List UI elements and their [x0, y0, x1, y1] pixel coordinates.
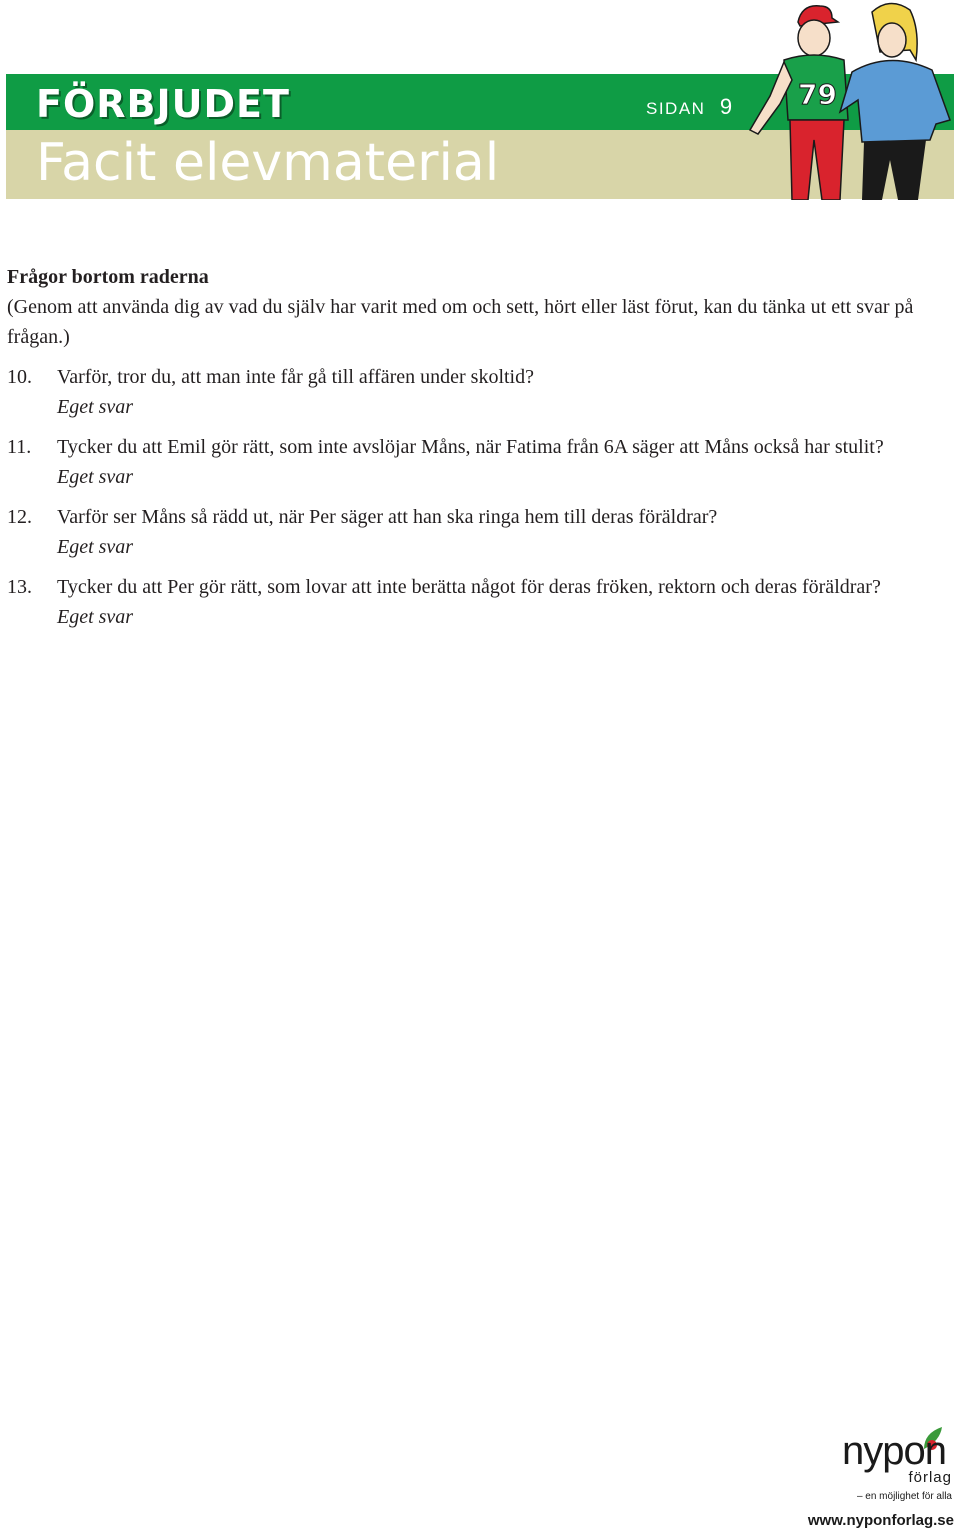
- question-number: 10.: [7, 366, 32, 388]
- page-number: [646, 94, 732, 120]
- question-item: [7, 572, 953, 632]
- kids-illustration: [740, 0, 960, 200]
- worksheet-content: [7, 262, 953, 642]
- question-text: Tycker du att Emil gör rätt, som inte avslöjar Måns, när Fatima från 6A säger att Måns också har stulit?: [57, 436, 884, 458]
- page-digit: 9: [719, 94, 733, 119]
- logo-name: nypon: [842, 1429, 946, 1473]
- question-answer: Eget svar: [57, 606, 134, 628]
- page-title: Facit elevmaterial: [36, 133, 500, 193]
- page-label: SIDAN: [646, 99, 706, 118]
- question-text: Varför, tror du, att man inte får gå till affären under skoltid?: [57, 366, 534, 388]
- question-item: [7, 502, 953, 562]
- logo-sub: förlag: [908, 1469, 952, 1486]
- question-item: [7, 362, 953, 422]
- question-number: 11.: [7, 436, 32, 458]
- question-list: [7, 362, 953, 632]
- question-item: [7, 432, 953, 492]
- question-number: 12.: [7, 506, 32, 528]
- question-answer: Eget svar: [57, 396, 134, 418]
- jersey-number: 79: [798, 78, 837, 111]
- section-intro: (Genom att använda dig av vad du själv har varit med om och sett, hört eller läst förut, kan du tänka ut ett svar på frågan.): [7, 296, 914, 348]
- question-text: Varför ser Måns så rädd ut, när Per säger att han ska ringa hem till deras föräldrar?: [57, 506, 718, 528]
- website-link[interactable]: www.nyponforlag.se: [807, 1512, 954, 1529]
- question-number: 13.: [7, 576, 32, 598]
- publisher-logo: [836, 1425, 956, 1507]
- question-answer: Eget svar: [57, 536, 134, 558]
- book-title: FÖRBJUDET: [36, 82, 290, 126]
- logo-tagline: – en möjlighet för alla: [856, 1491, 952, 1502]
- question-answer: Eget svar: [57, 466, 134, 488]
- question-text: Tycker du att Per gör rätt, som lovar att inte berätta något för deras fröken, rektorn och deras föräldrar?: [57, 576, 881, 598]
- section-heading: Frågor bortom raderna: [7, 266, 209, 288]
